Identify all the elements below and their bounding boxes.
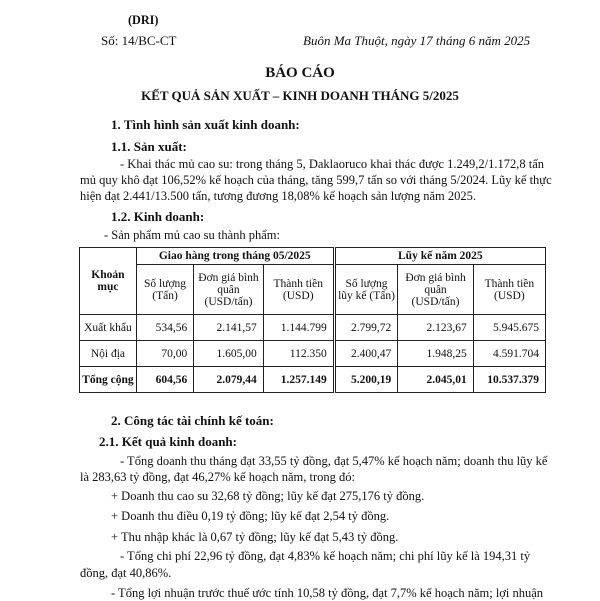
table-cell: 604,56	[136, 367, 193, 393]
row-header-label: Khoản mục	[91, 269, 125, 293]
column-header-label: Số lượng lũy kế (Tấn)	[338, 277, 395, 302]
sales-table	[79, 247, 546, 393]
table-row	[80, 315, 546, 341]
table-row	[80, 341, 546, 367]
finance-line: đồng, đạt 40,86%.	[80, 566, 172, 580]
table-cell: 112.350	[263, 341, 334, 367]
table-cell: 5.945.675	[473, 315, 545, 341]
finance-line: - Tổng doanh thu tháng đạt 33,55 tỷ đồng, đạt 5,47% kế hoạch năm; doanh thu lũy kế	[120, 454, 548, 468]
section1-heading: 1. Tình hình sản xuất kinh doanh:	[111, 117, 300, 132]
group-header-ytd-label: Lũy kế năm 2025	[398, 250, 483, 262]
production-line-3: hiện đạt 2.441/13.500 tấn, tương đương 18,08% kế hoạch sản lượng năm 2025.	[80, 189, 477, 203]
table-cell: 1.257.149	[263, 367, 334, 393]
table-cell: 2.400,47	[334, 341, 398, 367]
business-intro: - Sản phẩm mủ cao su thành phẩm:	[104, 228, 281, 242]
org-abbreviation: (DRI)	[128, 13, 159, 27]
column-header	[194, 265, 263, 315]
table-cell: 70,00	[136, 341, 193, 367]
column-header-label: Thành tiền (USD)	[273, 277, 323, 302]
table-cell: 1.948,25	[398, 341, 473, 367]
production-line-1: - Khai thác mủ cao su: trong tháng 5, Daklaoruco khai thác được 1.249,2/1.172,8 tấn	[120, 157, 545, 171]
column-header-label: Số lượng (Tấn)	[144, 277, 187, 302]
production-line-2: mủ quy khô đạt 106,52% kế hoạch của tháng, tăng 599,7 tấn so với tháng 5/2024. Lũy kế thực	[80, 173, 552, 187]
row-label: Nội địa	[80, 341, 137, 367]
table-cell: 2.123,67	[398, 315, 473, 341]
column-header	[334, 265, 398, 315]
finance-line: + Doanh thu cao su 32,68 tỷ đồng; lũy kế đạt 275,176 tỷ đồng.	[111, 489, 425, 503]
section2-1-heading: 2.1. Kết quả kinh doanh:	[99, 434, 237, 449]
table-cell: 2.045,01	[398, 367, 473, 393]
column-header	[263, 265, 334, 315]
column-header-label: Thành tiền (USD)	[484, 277, 535, 302]
row-label: Tổng cộng	[80, 367, 137, 393]
table-cell: 2.799,72	[334, 315, 398, 341]
table-cell: 1.605,00	[194, 341, 263, 367]
finance-line: - Tổng chi phí 22,96 tỷ đồng, đạt 4,83% kế hoạch năm; chi phí lũy kế là 194,31 tỷ	[120, 549, 531, 563]
table-cell: 534,56	[136, 315, 193, 341]
table-cell: 5.200,19	[334, 367, 398, 393]
section1-1-heading: 1.1. Sản xuất:	[111, 139, 187, 154]
report-title: BÁO CÁO	[265, 65, 335, 81]
table-total-row	[80, 367, 546, 393]
document-number: Số: 14/BC-CT	[101, 33, 177, 48]
place-date: Buôn Ma Thuột, ngày 17 tháng 6 năm 2025	[303, 33, 531, 48]
group-header-monthly	[136, 248, 334, 265]
report-subtitle: KẾT QUẢ SẢN XUẤT – KINH DOANH THÁNG 5/2025	[141, 88, 459, 103]
table-cell: 2.079,44	[194, 367, 263, 393]
group-header-monthly-label: Giao hàng trong tháng 05/2025	[158, 250, 311, 262]
section1-2-heading: 1.2. Kinh doanh:	[111, 209, 205, 224]
column-header	[398, 265, 473, 315]
table-cell: 2.141,57	[194, 315, 263, 341]
column-header	[136, 265, 193, 315]
row-label: Xuất khẩu	[80, 315, 137, 341]
finance-line: là 283,63 tỷ đồng, đạt 46,27% kế hoạch năm, trong đó:	[80, 470, 355, 484]
section2-heading: 2. Công tác tài chính kế toán:	[111, 413, 274, 428]
column-header-label: Đơn giá bình quân (USD/tấn)	[405, 271, 466, 308]
column-header	[473, 265, 545, 315]
finance-line: + Doanh thu điều 0,19 tỷ đồng; lũy kế đạt 2,54 tỷ đồng.	[111, 509, 390, 523]
table-cell: 10.537.379	[473, 367, 545, 393]
row-header-cell	[80, 248, 137, 315]
column-header-label: Đơn giá bình quân (USD/tấn)	[198, 271, 259, 308]
finance-line: + Thu nhập khác là 0,67 tỷ đồng; lũy kế đạt 5,43 tỷ đồng.	[111, 530, 399, 544]
finance-line: - Tổng lợi nhuận trước thuế ước tính 10,58 tỷ đồng, đạt 7,7% kế hoạch năm; lợi nhuận	[111, 586, 544, 600]
table-cell: 1.144.799	[263, 315, 334, 341]
table-cell: 4.591.704	[473, 341, 545, 367]
group-header-ytd	[334, 248, 545, 265]
